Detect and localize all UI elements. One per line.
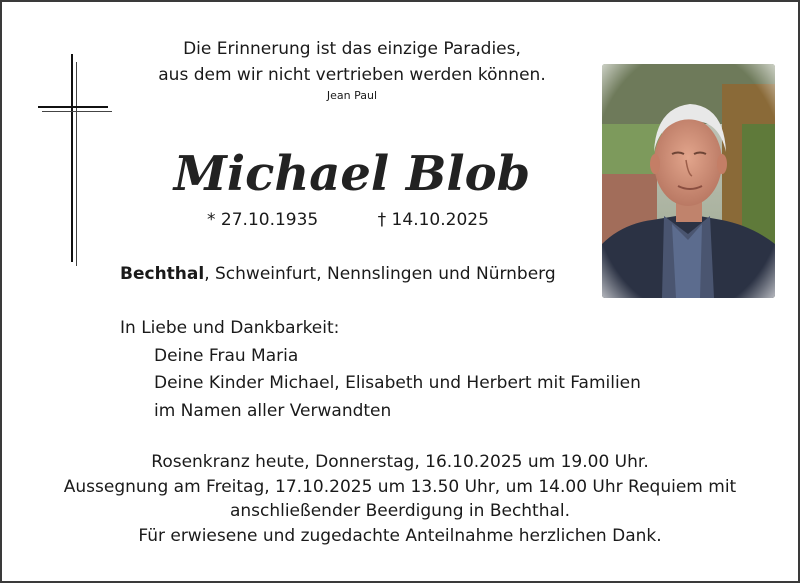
footer-line: Rosenkranz heute, Donnerstag, 16.10.2025 um 19.00 Uhr.	[151, 452, 649, 472]
service-info	[22, 450, 778, 548]
footer-line: Aussegnung am Freitag, 17.10.2025 um 13.50 Uhr, um 14.00 Uhr Requiem mit	[63, 476, 737, 497]
places-rest: , Schweinfurt, Nennslingen und Nürnberg	[204, 264, 556, 284]
footer-line: Für erwiesene und zugedachte Anteilnahme herzlichen Dank.	[138, 525, 662, 546]
life-dates	[207, 207, 489, 233]
quote-line-1: Die Erinnerung ist das einzige Paradies,	[183, 39, 521, 59]
places-line	[120, 261, 556, 287]
place-primary: Bechthal	[120, 264, 205, 284]
birth-date: * 27.10.1935	[207, 210, 319, 230]
footer-line: anschließender Beerdigung in Bechthal.	[229, 501, 571, 521]
mourner-line: Deine Frau Maria	[154, 345, 299, 366]
mourner-line: im Namen aller Verwandten	[154, 400, 392, 421]
mourner-line: Deine Kinder Michael, Elisabeth und Herbert mit Familien	[154, 373, 641, 393]
mourners-block	[120, 315, 641, 425]
portrait-photo	[602, 64, 775, 298]
quote-block	[122, 36, 582, 104]
quote-author: Jean Paul	[326, 89, 378, 102]
mourners-intro: In Liebe und Dankbarkeit:	[120, 318, 340, 338]
deceased-name: Michael Blob	[173, 146, 531, 202]
cross-icon	[38, 54, 112, 266]
quote-line-2: aus dem wir nicht vertrieben werden können.	[158, 65, 546, 85]
death-date: † 14.10.2025	[377, 210, 489, 230]
